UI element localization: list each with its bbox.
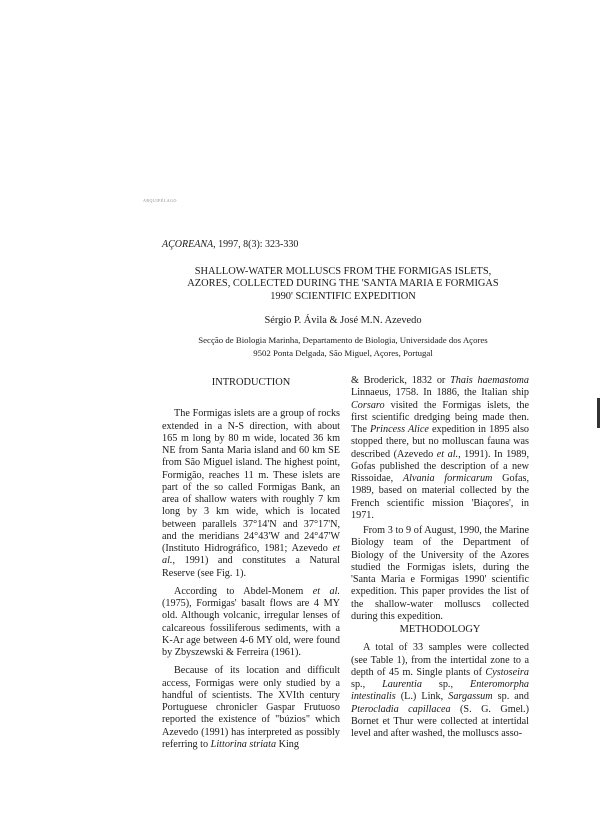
affiliation-line-1: Secção de Biologia Marinha, Departamento de Biologia, Universidade dos Açores (198, 335, 488, 345)
left-column (162, 375, 340, 751)
paper-title (160, 266, 526, 303)
right-column (351, 375, 529, 740)
intro-paragraph-1: The Formigas islets are a group of rocks extended in a N-S direction, with about 165 m long by 80 m wide, located 36 km NE from Santa Maria island and 60 km SE from São Miguel island. The highest point, Formigão, reaches 11 m. These islets are part of the so called Formigas Bank, an area of shallow waters with roughly 7 km long by 3 km wide, which is located between parallels 37°14'N and 37°17'N, and the meridians 24°43'W and 24°47'W (Instituto Hidrográfico, 1981; Azevedo et al., 1991) and constitutes a Natural Reserve (see Fig. 1). (162, 408, 340, 579)
affiliation (160, 334, 526, 360)
title-line-1: SHALLOW-WATER MOLLUSCS FROM THE FORMIGAS ISLETS, (194, 266, 492, 277)
title-line-2: AZORES, COLLECTED DURING THE 'SANTA MARIA E FORMIGAS (187, 278, 499, 290)
intro-paragraph-3-continued: & Broderick, 1832 or Thais haemastoma Linnaeus, 1758. In 1886, the Italian ship Corsaro visited the Formigas islets, the first scientific dredging being made then. The Princess Alice expedition in 1895 also stopped there, but no molluscan fauna was described (Azevedo et al., 1991). In 1989, Gofas published the description of a new Rissoidae, Alvania formicarum Gofas, 1989, based on material collected by the French scientific mission 'Biaçores', in 1971. (351, 375, 530, 521)
journal-name: AÇOREANA (162, 239, 214, 250)
citation (162, 239, 298, 250)
intro-paragraph-4: From 3 to 9 of August, 1990, the Marine Biology team of the Department of Biology of the University of the Azores studied the Formigas islets, during the 'Santa Maria e Formigas 1990' scientific expedition. This paper provides the list of the shallow-water molluscs collected during this expedition. (351, 525, 529, 622)
header-mark: ARQUIPÉLAGO (143, 198, 177, 203)
affiliation-line-2: 9502 Ponta Delgada, São Miguel, Açores, Portugal (253, 348, 433, 358)
title-line-3: 1990' SCIENTIFIC EXPEDITION (270, 290, 416, 302)
citation-details: , 1997, 8(3): 323-330 (213, 239, 299, 250)
intro-paragraph-3: Because of its location and difficult access, Formigas were only studied by a handful of scientists. The XVIth century Portuguese chronicler Gaspar Frutuoso reported the existence of "búzios" which Azevedo (1991) has interpreted as possibly referring to Littorina striata King (162, 665, 340, 750)
methodology-heading: METHODOLOGY (399, 624, 481, 635)
methodology-paragraph-1: A total of 33 samples were collected (see Table 1), from the intertidal zone to a depth of 45 m. Single plants of Cystoseira sp., Laurentia sp., Enteromorpha intestinalis (L.) Link, Sargassum sp. and Pterocladia capillacea (S. G. Gmel.) Bornet et Thur were collected at intertidal level and after washed, the molluscs asso- (351, 642, 530, 739)
introduction-heading: INTRODUCTION (211, 377, 291, 388)
intro-paragraph-2: According to Abdel-Monem et al. (1975), Formigas' basalt flows are 4 MY old. Although volcanic, irregular lenses of calcareous fossiliferous sediments, with a K-Ar age between 4-6 MY old, were found by Zbyszewski & Ferreira (1961). (162, 585, 340, 658)
authors: Sérgio P. Ávila & José M.N. Azevedo (264, 315, 422, 326)
